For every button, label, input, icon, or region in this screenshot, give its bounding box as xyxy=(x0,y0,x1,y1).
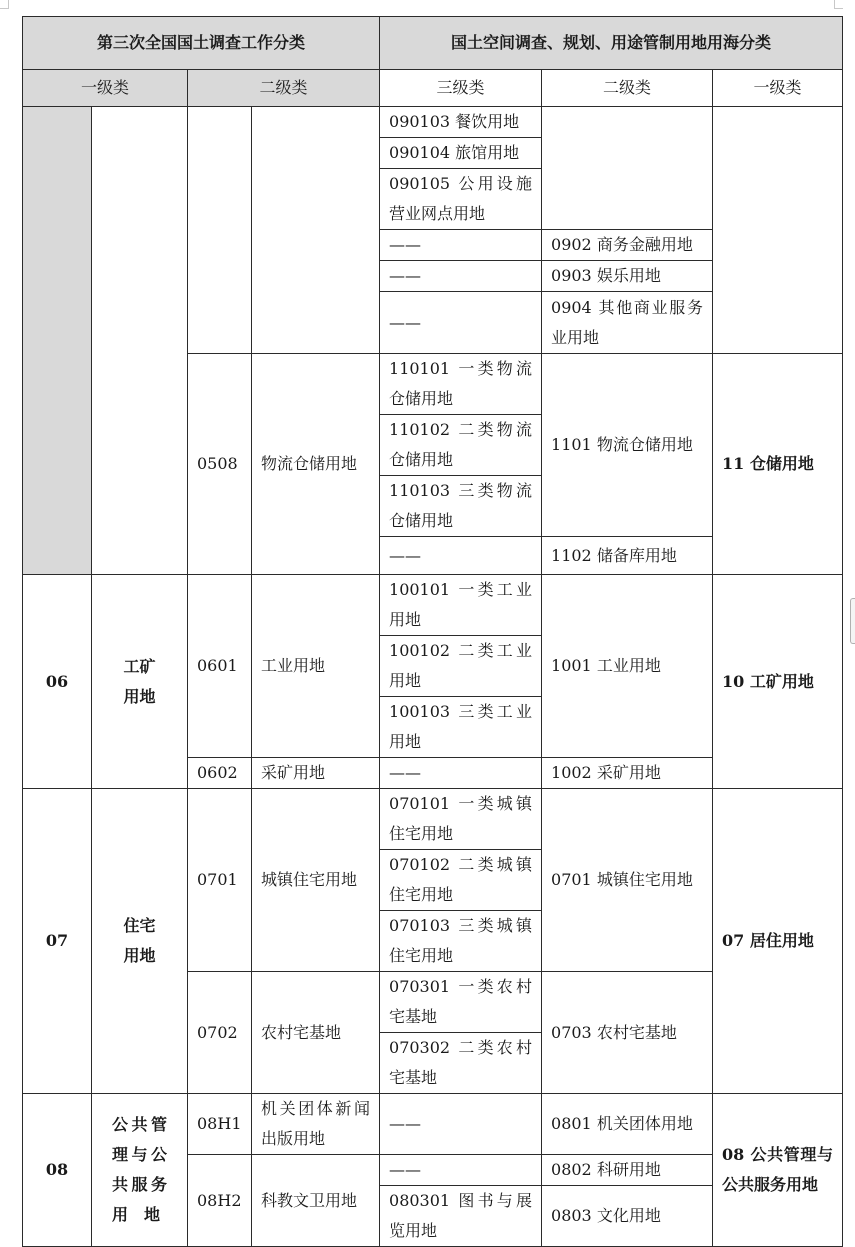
header-right-title: 国土空间调查、规划、用途管制用地用海分类 xyxy=(380,17,843,70)
new-level2-cell: 0801 机关团体用地 xyxy=(542,1094,713,1155)
level2-name-cell: 采矿用地 xyxy=(252,758,380,789)
level2-name-cell: 城镇住宅用地 xyxy=(252,789,380,972)
new-level2-cell: 1102 储备库用地 xyxy=(542,537,713,575)
level3-dash-cell: —— xyxy=(380,1155,542,1186)
table-row xyxy=(23,1094,843,1155)
level2-code-cell: 0702 xyxy=(188,972,252,1094)
table-row xyxy=(23,575,843,636)
level2-name-cell: 工业用地 xyxy=(252,575,380,758)
level3-cell: 070301 一类农村宅基地 xyxy=(380,972,542,1033)
new-level2-cell: 0902 商务金融用地 xyxy=(542,230,713,261)
table-row xyxy=(23,789,843,850)
level3-cell: 100101 一类工业用地 xyxy=(380,575,542,636)
level2-name-cell: 物流仓储用地 xyxy=(252,354,380,575)
new-level2-cell: 0903 娱乐用地 xyxy=(542,261,713,292)
subheader-left-level1: 一级类 xyxy=(23,70,188,107)
level2-name-cell: 科教文卫用地 xyxy=(252,1155,380,1247)
new-level2-cell: 0703 农村宅基地 xyxy=(542,972,713,1094)
level2-name-cell: 机关团体新闻出版用地 xyxy=(252,1094,380,1155)
level2-code-cell: 08H2 xyxy=(188,1155,252,1247)
page-corner-mark-left xyxy=(0,0,9,9)
new-level1-cell: 07 居住用地 xyxy=(713,789,843,1094)
level2-code-cell: 0602 xyxy=(188,758,252,789)
level3-cell: 070102 二类城镇住宅用地 xyxy=(380,850,542,911)
level2-code-cell: 0701 xyxy=(188,789,252,972)
new-level2-cell: 0803 文化用地 xyxy=(542,1186,713,1247)
subheader-right-level2: 二级类 xyxy=(542,70,713,107)
level1-name-cell: 工矿用地 xyxy=(92,575,188,789)
level2-code-cell: 0508 xyxy=(188,354,252,575)
level2-name-cell xyxy=(252,107,380,354)
new-level1-cell: 08 公共管理与公共服务用地 xyxy=(713,1094,843,1247)
new-level2-cell: 0701 城镇住宅用地 xyxy=(542,789,713,972)
table-row xyxy=(23,107,843,138)
level3-cell: 100103 三类工业用地 xyxy=(380,697,542,758)
level3-cell: 080301 图书与展览用地 xyxy=(380,1186,542,1247)
level3-cell: 090105 公用设施营业网点用地 xyxy=(380,169,542,230)
level1-name-cell: 公共管理与公共服务用 地 xyxy=(92,1094,188,1247)
level1-code-cell xyxy=(23,107,92,575)
level3-dash-cell: —— xyxy=(380,230,542,261)
new-level2-cell: 0904 其他商业服务业用地 xyxy=(542,292,713,354)
level2-code-cell: 08H1 xyxy=(188,1094,252,1155)
level1-name-cell xyxy=(92,107,188,575)
level3-cell: 110102 二类物流仓储用地 xyxy=(380,415,542,476)
table-header-row xyxy=(23,17,843,70)
level2-code-cell: 0601 xyxy=(188,575,252,758)
land-classification-table xyxy=(22,16,843,1247)
subheader-right-level1: 一级类 xyxy=(713,70,843,107)
level3-dash-cell: —— xyxy=(380,758,542,789)
level3-dash-cell: —— xyxy=(380,261,542,292)
page-corner-mark-right xyxy=(834,0,843,9)
new-level1-cell: 10 工矿用地 xyxy=(713,575,843,789)
new-level2-cell: 1101 物流仓储用地 xyxy=(542,354,713,537)
level3-dash-cell: —— xyxy=(380,537,542,575)
new-level2-cell: 1001 工业用地 xyxy=(542,575,713,758)
subheader-right-level3: 三级类 xyxy=(380,70,542,107)
level2-code-cell xyxy=(188,107,252,354)
new-level2-cell: 0802 科研用地 xyxy=(542,1155,713,1186)
header-left-title: 第三次全国国土调查工作分类 xyxy=(23,17,380,70)
new-level2-cell xyxy=(542,107,713,230)
level1-code-cell: 06 xyxy=(23,575,92,789)
table-subheader-row xyxy=(23,70,843,107)
scroll-edge-handle[interactable] xyxy=(850,598,855,644)
level3-cell: 070103 三类城镇住宅用地 xyxy=(380,911,542,972)
new-level1-cell xyxy=(713,107,843,354)
new-level1-cell: 11 仓储用地 xyxy=(713,354,843,575)
level2-name-cell: 农村宅基地 xyxy=(252,972,380,1094)
level1-code-cell: 07 xyxy=(23,789,92,1094)
subheader-left-level2: 二级类 xyxy=(188,70,380,107)
level3-cell: 110101 一类物流仓储用地 xyxy=(380,354,542,415)
level1-code-cell: 08 xyxy=(23,1094,92,1247)
level3-cell: 100102 二类工业用地 xyxy=(380,636,542,697)
new-level2-cell: 1002 采矿用地 xyxy=(542,758,713,789)
level3-cell: 070302 二类农村宅基地 xyxy=(380,1033,542,1094)
level3-cell: 090103 餐饮用地 xyxy=(380,107,542,138)
level3-dash-cell: —— xyxy=(380,1094,542,1155)
level3-dash-cell: —— xyxy=(380,292,542,354)
level3-cell: 070101 一类城镇住宅用地 xyxy=(380,789,542,850)
level1-name-cell: 住宅用地 xyxy=(92,789,188,1094)
level3-cell: 090104 旅馆用地 xyxy=(380,138,542,169)
level3-cell: 110103 三类物流仓储用地 xyxy=(380,476,542,537)
